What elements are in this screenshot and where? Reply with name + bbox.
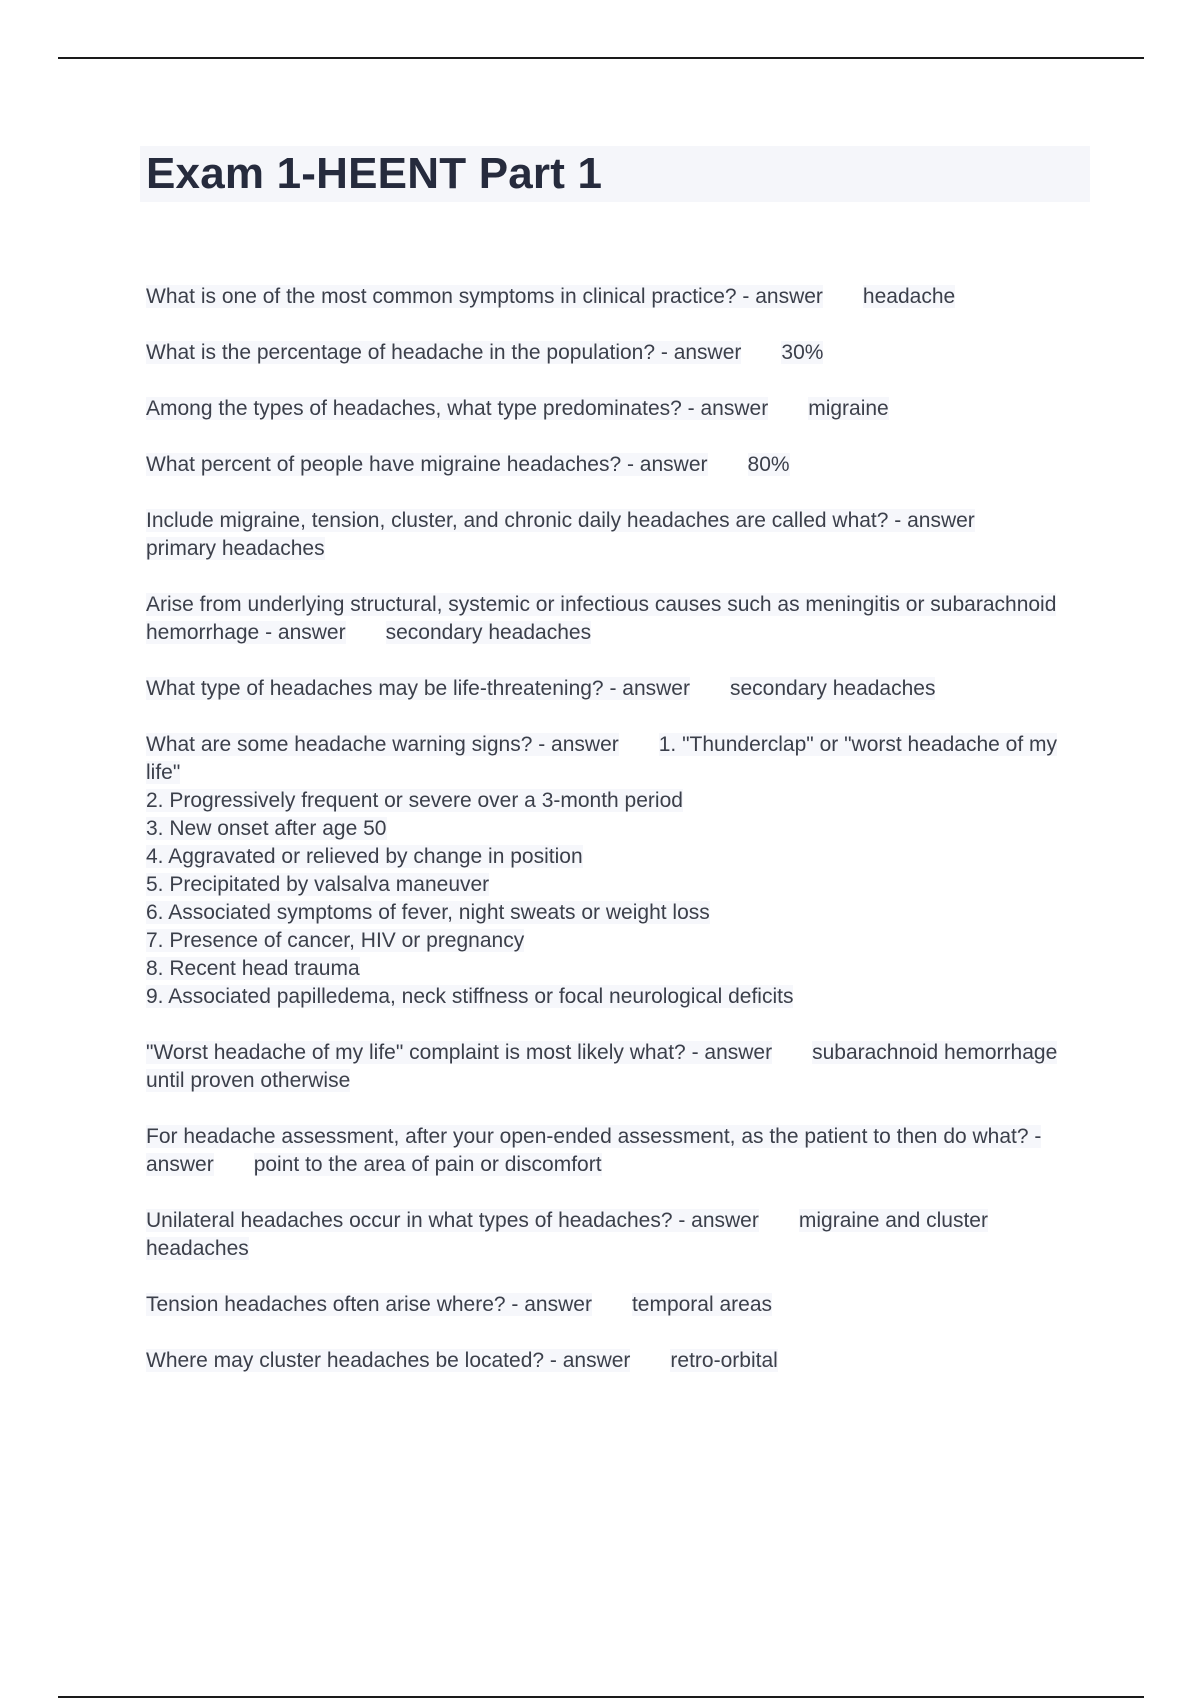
- answer-text: retro-orbital: [670, 1349, 778, 1372]
- question-text: Arise from underlying structural, systemic or infectious causes such as meningitis or subarachnoid hemorrhage - answer: [146, 593, 1057, 644]
- qa-item: [146, 283, 1076, 311]
- question-text: Include migraine, tension, cluster, and chronic daily headaches are called what? - answer: [146, 509, 975, 532]
- question-text: For headache assessment, after your open-ended assessment, as the patient to then do what? - answer: [146, 1125, 1042, 1176]
- question-text: What are some headache warning signs? - answer: [146, 733, 619, 756]
- qa-item: [146, 1123, 1076, 1179]
- page-title: Exam 1-HEENT Part 1: [146, 149, 603, 198]
- answer-text: point to the area of pain or discomfort: [253, 1153, 602, 1176]
- question-text: Where may cluster headaches be located? - answer: [146, 1349, 631, 1372]
- qa-item: [146, 1291, 1076, 1319]
- question-text: What percent of people have migraine headaches? - answer: [146, 453, 708, 476]
- qa-item: [146, 591, 1076, 647]
- answer-text: secondary headaches: [385, 621, 592, 644]
- bottom-rule: [58, 1696, 1144, 1698]
- qa-list: [146, 283, 1076, 1403]
- qa-item: [146, 395, 1076, 423]
- answer-text: subarachnoid hemorrhage until proven otherwise: [146, 1041, 1058, 1092]
- question-text: Among the types of headaches, what type predominates? - answer: [146, 397, 769, 420]
- top-rule: [58, 57, 1144, 59]
- qa-item: [146, 451, 1076, 479]
- answer-text: migraine: [808, 397, 889, 420]
- question-text: Tension headaches often arise where? - answer: [146, 1293, 592, 1316]
- qa-item: [146, 1207, 1076, 1263]
- question-text: Unilateral headaches occur in what types of headaches? - answer: [146, 1209, 759, 1232]
- qa-item: [146, 675, 1076, 703]
- answer-text: 30%: [781, 341, 824, 364]
- answer-text: primary headaches: [146, 537, 325, 560]
- qa-item: [146, 507, 1076, 563]
- answer-text: 1. "Thunderclap" or "worst headache of my life" 2. Progressively frequent or severe over a 3-month period 3. New onset after age 50 4. Aggravated or relieved by change in position 5. Precipitated by valsalva maneuver 6. Associated symptoms of fever, night sweats or weight loss 7. Presence of cancer, HIV or pregnancy 8. Recent head trauma 9. Associated papilledema, neck stiffness or focal neurological deficits: [146, 733, 1057, 1008]
- answer-text: secondary headaches: [729, 677, 936, 700]
- question-text: What is one of the most common symptoms in clinical practice? - answer: [146, 285, 823, 308]
- question-text: "Worst headache of my life" complaint is most likely what? - answer: [146, 1041, 773, 1064]
- qa-item: [146, 731, 1076, 1011]
- qa-item: [146, 1347, 1076, 1375]
- answer-text: headache: [862, 285, 956, 308]
- answer-text: migraine and cluster headaches: [146, 1209, 988, 1260]
- qa-item: [146, 339, 1076, 367]
- answer-text: 80%: [747, 453, 790, 476]
- question-text: What type of headaches may be life-threatening? - answer: [146, 677, 690, 700]
- answer-text: temporal areas: [631, 1293, 773, 1316]
- question-text: What is the percentage of headache in the population? - answer: [146, 341, 742, 364]
- qa-item: [146, 1039, 1076, 1095]
